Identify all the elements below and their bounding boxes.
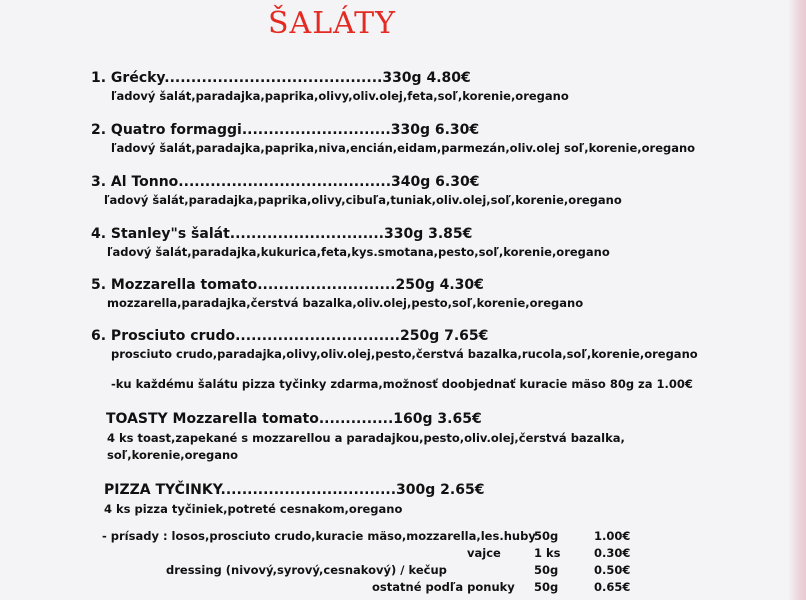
item-5-ingredients: mozzarella,paradajka,čerstvá bazalka,oliv.olej,pesto,soľ,korenie,oregano xyxy=(107,296,584,310)
item-2-ingredients: ľadový šalát,paradajka,paprika,niva,encián,eidam,parmezán,oliv.olej soľ,korenie,oregano xyxy=(111,141,696,155)
item-4-head: 4. Stanley"s šalát.............................330g 3.85€ xyxy=(91,226,473,242)
item-4-ingredients: ľadový šalát,paradajka,kukurica,feta,kys.smotana,pesto,soľ,korenie,oregano xyxy=(107,245,610,259)
extras-row-4-price: 0.65€ xyxy=(594,580,631,594)
item-3-ingredients: ľadový šalát,paradajka,paprika,olivy,cibuľa,tuniak,oliv.olej,soľ,korenie,oregano xyxy=(104,193,622,207)
item-6-head: 6. Prosciuto crudo...............................250g 7.65€ xyxy=(91,328,489,344)
extras-row-1-qty: 50g xyxy=(534,529,559,543)
extras-row-2-label: vajce xyxy=(467,546,501,560)
item-1-head: 1. Grécky.........................................330g 4.80€ xyxy=(91,70,471,86)
toasty-line-2: soľ,korenie,oregano xyxy=(107,448,239,462)
extras-row-2-price: 0.30€ xyxy=(594,546,631,560)
page-title: ŠALÁTY xyxy=(268,6,396,41)
extras-row-1-price: 1.00€ xyxy=(594,529,631,543)
extra-meat-note: -ku každému šalátu pizza tyčinky zdarma,možnosť doobjednať kuracie mäso 80g za 1.00€ xyxy=(111,377,693,391)
toasty-head: TOASTY Mozzarella tomato..............160g 3.65€ xyxy=(106,411,482,427)
item-2-head: 2. Quatro formaggi............................330g 6.30€ xyxy=(91,122,480,138)
pizza-sticks-head: PIZZA TYČINKY.................................300g 2.65€ xyxy=(104,482,485,498)
item-1-ingredients: ľadový šalát,paradajka,paprika,olivy,oliv.olej,feta,soľ,korenie,oregano xyxy=(111,89,569,103)
extras-row-1-label: - prísady : losos,prosciuto crudo,kuracie mäso,mozzarella,les.huby xyxy=(102,529,536,543)
extras-row-3-price: 0.50€ xyxy=(594,563,631,577)
pizza-sticks-line-1: 4 ks pizza tyčiniek,potreté cesnakom,oregano xyxy=(104,502,403,516)
extras-row-3-label: dressing (nivový,syrový,cesnakový) / kečup xyxy=(166,563,447,577)
item-5-head: 5. Mozzarella tomato..........................250g 4.30€ xyxy=(91,277,484,293)
paper-edge xyxy=(788,0,806,600)
item-3-head: 3. Al Tonno........................................340g 6.30€ xyxy=(91,174,480,190)
extras-row-3-qty: 50g xyxy=(534,563,559,577)
extras-row-4-qty: 50g xyxy=(534,580,559,594)
item-6-ingredients: prosciuto crudo,paradajka,olivy,oliv.olej,pesto,čerstvá bazalka,rucola,soľ,korenie,oregano xyxy=(111,347,698,361)
extras-row-2-qty: 1 ks xyxy=(534,546,561,560)
extras-row-4-label: ostatné podľa ponuky xyxy=(372,580,515,594)
toasty-line-1: 4 ks toast,zapekané s mozzarellou a paradajkou,pesto,oliv.olej,čerstvá bazalka, xyxy=(107,431,625,445)
